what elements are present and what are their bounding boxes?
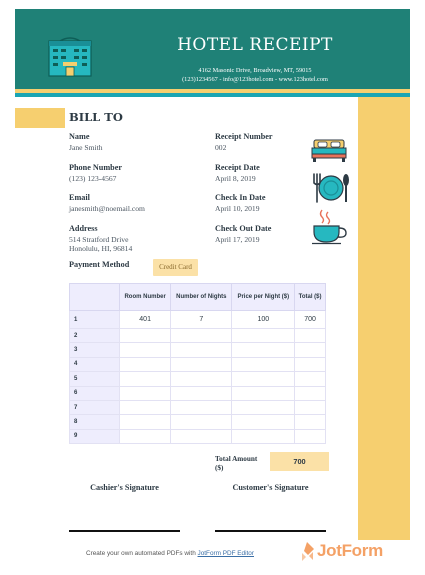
total-amount-value: 700 [270, 452, 329, 471]
address-label: Address [69, 224, 98, 233]
jotform-logo-icon [298, 541, 316, 563]
items-table [69, 283, 326, 444]
receipt-number-value: 002 [215, 143, 227, 152]
table-cell[interactable]: 700 [295, 311, 326, 329]
table-header-cell: Number of Nights [171, 284, 232, 311]
page-title: HOTEL RECEIPT [177, 35, 333, 55]
table-cell[interactable] [295, 372, 326, 386]
table-row [70, 386, 326, 400]
table-cell[interactable] [120, 415, 171, 429]
table-cell[interactable] [120, 400, 171, 414]
table-cell[interactable] [171, 386, 232, 400]
row-number-cell: 9 [70, 429, 120, 443]
receipt-header [15, 9, 410, 92]
table-header-cell: Room Number [120, 284, 171, 311]
phone-label: Phone Number [69, 163, 122, 172]
table-header-cell: Total ($) [295, 284, 326, 311]
table-cell[interactable] [171, 343, 232, 357]
table-cell[interactable] [120, 329, 171, 343]
table-cell[interactable] [232, 329, 295, 343]
row-number-cell: 3 [70, 343, 120, 357]
payment-method-value: Credit Card [153, 259, 198, 276]
row-number-cell: 2 [70, 329, 120, 343]
table-body [70, 311, 326, 444]
coffee-cup-icon [311, 208, 349, 246]
table-cell[interactable] [120, 386, 171, 400]
customer-signature-label: Customer's Signature [232, 483, 309, 492]
table-cell[interactable] [232, 400, 295, 414]
table-row [70, 372, 326, 386]
table-cell[interactable] [171, 415, 232, 429]
row-number-cell: 6 [70, 386, 120, 400]
accent-band-teal [15, 93, 410, 97]
bill-to-heading: BILL TO [69, 110, 123, 124]
bill-to-tab [15, 108, 65, 128]
table-cell[interactable] [120, 357, 171, 371]
table-cell[interactable] [295, 329, 326, 343]
table-row [70, 357, 326, 371]
table-cell[interactable] [295, 357, 326, 371]
hotel-contact: (123)1234567 - info@123hotel.com - www.123hotel.com [182, 76, 328, 83]
cashier-signature-label: Cashier's Signature [90, 483, 159, 492]
table-cell[interactable] [232, 372, 295, 386]
payment-method-label: Payment Method [69, 260, 130, 269]
name-label: Name [69, 132, 90, 141]
total-amount-label: Total Amount ($) [215, 455, 258, 472]
plate-fork-spoon-icon [311, 172, 351, 204]
table-cell[interactable]: 401 [120, 311, 171, 329]
row-number-cell: 4 [70, 357, 120, 371]
jotform-brand[interactable]: JotForm [317, 541, 383, 560]
table-cell[interactable] [295, 415, 326, 429]
table-cell[interactable] [171, 429, 232, 443]
table-cell[interactable] [171, 400, 232, 414]
table-header-cell [70, 284, 120, 311]
check-in-label: Check In Date [215, 193, 266, 202]
check-in-value: April 10, 2019 [215, 204, 260, 213]
table-row [70, 343, 326, 357]
receipt-number-label: Receipt Number [215, 132, 273, 141]
table-cell[interactable] [295, 429, 326, 443]
table-cell[interactable] [120, 343, 171, 357]
check-out-value: April 17, 2019 [215, 235, 260, 244]
row-number-cell: 5 [70, 372, 120, 386]
table-cell[interactable]: 100 [232, 311, 295, 329]
check-out-label: Check Out Date [215, 224, 272, 233]
customer-signature-line[interactable] [215, 530, 326, 532]
table-cell[interactable] [171, 372, 232, 386]
table-header-cell: Price per Night ($) [232, 284, 295, 311]
table-cell[interactable] [295, 386, 326, 400]
hotel-building-icon [46, 35, 94, 77]
table-row [70, 415, 326, 429]
email-value: janesmith@noemail.com [69, 204, 145, 213]
table-row [70, 311, 326, 329]
table-cell[interactable] [171, 329, 232, 343]
table-cell[interactable] [232, 386, 295, 400]
email-label: Email [69, 193, 90, 202]
table-cell[interactable] [232, 357, 295, 371]
table-cell[interactable] [232, 429, 295, 443]
jotform-editor-link[interactable]: JotForm PDF Editor [197, 550, 254, 557]
footer-text: Create your own automated PDFs with [86, 550, 198, 557]
table-cell[interactable] [171, 357, 232, 371]
cashier-signature-line[interactable] [69, 530, 180, 532]
table-cell[interactable] [232, 343, 295, 357]
table-header-row [70, 284, 326, 311]
row-number-cell: 7 [70, 400, 120, 414]
hotel-address: 4162 Masonic Drive, Broadview, MT, 59015 [198, 67, 312, 74]
table-row [70, 400, 326, 414]
table-row [70, 429, 326, 443]
bed-icon [309, 137, 349, 163]
receipt-date-value: April 8, 2019 [215, 174, 256, 183]
footer-note [86, 550, 254, 557]
name-value: Jane Smith [69, 143, 103, 152]
row-number-cell: 1 [70, 311, 120, 329]
side-accent-bar [358, 97, 410, 540]
table-cell[interactable] [232, 415, 295, 429]
row-number-cell: 8 [70, 415, 120, 429]
table-cell[interactable] [295, 343, 326, 357]
hotel-contact-info [125, 66, 385, 84]
table-row [70, 329, 326, 343]
table-cell[interactable] [120, 429, 171, 443]
phone-value: (123) 123-4567 [69, 174, 117, 183]
receipt-date-label: Receipt Date [215, 163, 260, 172]
address-line-2: Honolulu, HI, 96814 [69, 244, 133, 253]
table-cell[interactable] [295, 400, 326, 414]
table-cell[interactable]: 7 [171, 311, 232, 329]
table-cell[interactable] [120, 372, 171, 386]
address-line-1: 514 Stratford Drive [69, 235, 129, 244]
